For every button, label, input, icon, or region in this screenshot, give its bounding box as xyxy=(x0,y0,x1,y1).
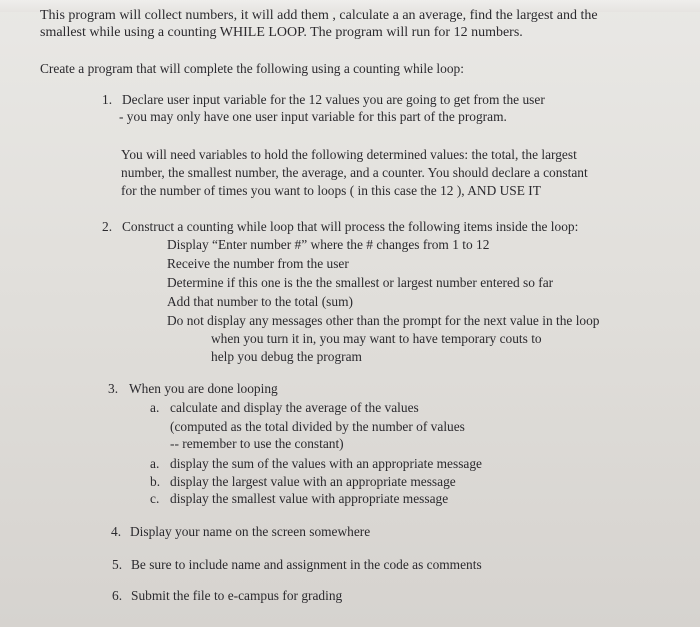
item-2-sub-3: Determine if this one is the the smallest or largest number entered so far xyxy=(167,275,554,290)
item-3-a1-letter: a. xyxy=(150,400,160,415)
item-3-b-line: display the largest value with an appropriate message xyxy=(170,474,456,489)
create-program-line: Create a program that will complete the following using a counting while loop: xyxy=(40,61,464,76)
item-1-line-2: - you may only have one user input variable for this part of the program. xyxy=(119,109,507,124)
item-2-line: Construct a counting while loop that will process the following items inside the loop: xyxy=(122,219,579,234)
item-5-line: Be sure to include name and assignment in the code as comments xyxy=(131,557,482,572)
item-6-line: Submit the file to e-campus for grading xyxy=(131,588,343,603)
item-2-sub-1: Display “Enter number #” where the # changes from 1 to 12 xyxy=(167,237,490,252)
item-3-a1-line: calculate and display the average of the values xyxy=(170,400,419,415)
item-1-para-line-1: You will need variables to hold the following determined values: the total, the largest xyxy=(121,147,577,162)
item-3-b-letter: b. xyxy=(150,474,161,489)
item-2-sub-2: Receive the number from the user xyxy=(167,256,349,271)
item-3-a2-line: display the sum of the values with an appropriate message xyxy=(170,456,482,471)
item-3-c-letter: c. xyxy=(150,491,160,506)
item-3-a1-cont-1: (computed as the total divided by the number of values xyxy=(170,419,465,434)
intro-line-2: smallest while using a counting WHILE LOOP. The program will run for 12 numbers. xyxy=(40,25,523,40)
item-2-sub-5-cont-2: help you debug the program xyxy=(211,349,362,364)
item-1-para-line-2: number, the smallest number, the average, and a counter. You should declare a constant xyxy=(121,165,588,180)
item-3-a2-letter: a. xyxy=(150,456,160,471)
item-1-line-1: Declare user input variable for the 12 values you are going to get from the user xyxy=(122,92,545,107)
item-4-line: Display your name on the screen somewhere xyxy=(130,524,371,539)
item-3-a1-cont-2: -- remember to use the constant) xyxy=(170,436,344,451)
item-4-number: 4. xyxy=(111,524,122,539)
item-5-number: 5. xyxy=(112,557,123,572)
item-1-number: 1. xyxy=(102,92,113,107)
item-3-line: When you are done looping xyxy=(129,381,278,396)
item-1-para-line-3: for the number of times you want to loops ( in this case the 12 ), AND USE IT xyxy=(121,183,541,198)
item-2-sub-5: Do not display any messages other than the prompt for the next value in the loop xyxy=(167,313,600,328)
item-2-number: 2. xyxy=(102,219,113,234)
item-2-sub-5-cont-1: when you turn it in, you may want to have temporary couts to xyxy=(211,331,542,346)
item-2-sub-4: Add that number to the total (sum) xyxy=(167,294,353,309)
intro-line-1: This program will collect numbers, it will add them , calculate a an average, find the largest and the xyxy=(40,8,598,23)
item-3-c-line: display the smallest value with appropriate message xyxy=(170,491,449,506)
item-3-number: 3. xyxy=(108,381,119,396)
item-6-number: 6. xyxy=(112,588,123,603)
